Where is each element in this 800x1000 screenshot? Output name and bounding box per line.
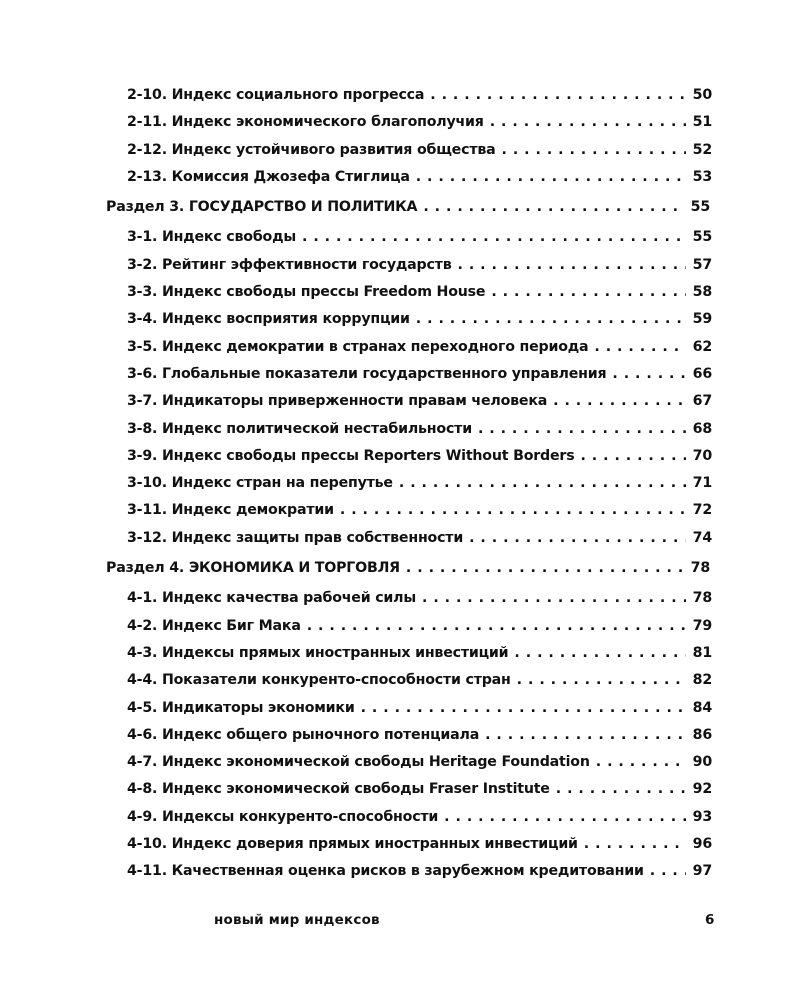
toc-entry-title: 4-7. Индекс экономической свободы Heritage Foundation — [127, 754, 596, 770]
toc-entry-page-number: 96 — [688, 831, 712, 858]
dot-leader — [127, 224, 686, 251]
toc-entry-title: 3-8. Индекс политической нестабильности — [127, 421, 478, 437]
toc-entry-title: 3-7. Индикаторы приверженности правам человека — [127, 393, 553, 409]
toc-entry-page-number: 55 — [686, 194, 710, 221]
dot-leader — [127, 82, 686, 109]
toc-entry — [127, 776, 712, 803]
toc-entry — [127, 831, 712, 858]
page-number: 6 — [705, 912, 715, 928]
toc-entry-title: 2-11. Индекс экономического благополучия — [127, 114, 490, 130]
dot-leader — [127, 443, 686, 470]
toc-entry-title: 4-5. Индикаторы экономики — [127, 700, 361, 716]
dot-leader — [127, 109, 686, 136]
toc-entry — [127, 279, 712, 306]
toc-entry-page-number: 81 — [688, 640, 712, 667]
dot-leader — [127, 585, 686, 612]
dot-leader — [127, 804, 686, 831]
toc-entry — [127, 109, 712, 136]
toc-entry — [127, 82, 712, 109]
toc-entry-page-number: 68 — [688, 416, 712, 443]
toc-entry — [127, 858, 712, 885]
toc-entry — [127, 224, 712, 251]
toc-entry — [127, 470, 712, 497]
toc-entry-page-number: 90 — [688, 749, 712, 776]
toc-entry-page-number: 72 — [688, 497, 712, 524]
toc-entry — [127, 388, 712, 415]
toc-entry-page-number: 67 — [688, 388, 712, 415]
toc-entry — [127, 137, 712, 164]
dot-leader — [127, 252, 686, 279]
toc-entry-page-number: 51 — [688, 109, 712, 136]
toc-entry-page-number: 71 — [688, 470, 712, 497]
toc-entry-title: 2-12. Индекс устойчивого развития общества — [127, 142, 502, 158]
toc-entry-page-number: 78 — [686, 555, 710, 582]
toc-entry — [127, 722, 712, 749]
toc-entry-page-number: 62 — [688, 334, 712, 361]
dot-leader — [127, 470, 686, 497]
toc-entry-title: 3-2. Рейтинг эффективности государств — [127, 257, 457, 273]
dot-leader — [127, 776, 686, 803]
toc-entry-page-number: 84 — [688, 695, 712, 722]
toc-entry-title: 3-5. Индекс демократии в странах переходного периода — [127, 339, 594, 355]
toc-entry-title: 3-11. Индекс демократии — [127, 502, 340, 518]
toc-entry-page-number: 79 — [688, 613, 712, 640]
toc-entry — [127, 334, 712, 361]
dot-leader — [127, 137, 686, 164]
toc-entry-title: 3-9. Индекс свободы прессы Reporters Without Borders — [127, 448, 580, 464]
toc-entry-page-number: 97 — [688, 858, 712, 885]
toc-entry-title: 4-9. Индексы конкуренто-способности — [127, 809, 444, 825]
dot-leader — [127, 388, 686, 415]
toc-entry — [127, 749, 712, 776]
toc-entry-title: 4-1. Индекс качества рабочей силы — [127, 590, 422, 606]
toc-entry-page-number: 78 — [688, 585, 712, 612]
dot-leader — [127, 667, 686, 694]
toc-entry-title: 3-1. Индекс свободы — [127, 229, 302, 245]
toc-entry-title: 3-3. Индекс свободы прессы Freedom House — [127, 284, 491, 300]
dot-leader — [127, 640, 686, 667]
toc-entry-title: 2-10. Индекс социального прогресса — [127, 87, 430, 103]
toc-entry — [127, 804, 712, 831]
toc-entry-title: 2-13. Комиссия Джозефа Стиглица — [127, 169, 416, 185]
toc-entry-page-number: 52 — [688, 137, 712, 164]
toc-entry-page-number: 66 — [688, 361, 712, 388]
dot-leader — [127, 749, 686, 776]
toc-entry-page-number: 55 — [688, 224, 712, 251]
running-title: новый мир индексов — [214, 912, 380, 928]
toc-section-heading — [106, 194, 710, 221]
toc-entry-page-number: 59 — [688, 306, 712, 333]
toc-entry-page-number: 50 — [688, 82, 712, 109]
toc-entry — [127, 306, 712, 333]
toc-entry — [127, 443, 712, 470]
dot-leader — [106, 555, 684, 582]
toc-entry-title: 4-11. Качественная оценка рисков в зарубежном кредитовании — [127, 863, 650, 879]
toc-entry-page-number: 70 — [688, 443, 712, 470]
dot-leader — [127, 525, 686, 552]
toc-entry — [127, 667, 712, 694]
dot-leader — [127, 334, 686, 361]
toc-section-heading — [106, 555, 710, 582]
toc-entry — [127, 252, 712, 279]
toc-entry-title: 4-2. Индекс Биг Мака — [127, 618, 307, 634]
toc-entry — [127, 613, 712, 640]
toc-entry-page-number: 82 — [688, 667, 712, 694]
toc-entry — [127, 416, 712, 443]
dot-leader — [127, 361, 686, 388]
toc-entry — [127, 164, 712, 191]
toc-entry-title: 4-3. Индексы прямых иностранных инвестиций — [127, 645, 514, 661]
toc-entry-title: 4-4. Показатели конкуренто-способности стран — [127, 672, 517, 688]
toc-entry-title: 3-12. Индекс защиты прав собственности — [127, 530, 469, 546]
toc-entry — [127, 640, 712, 667]
dot-leader — [127, 831, 686, 858]
dot-leader — [127, 497, 686, 524]
toc-entry-page-number: 86 — [688, 722, 712, 749]
toc-entry-title: 3-4. Индекс восприятия коррупции — [127, 311, 416, 327]
toc-entry-page-number: 93 — [688, 804, 712, 831]
toc-entry-page-number: 92 — [688, 776, 712, 803]
toc-entry — [127, 585, 712, 612]
toc-entry-page-number: 58 — [688, 279, 712, 306]
toc-entry — [127, 497, 712, 524]
dot-leader — [127, 164, 686, 191]
toc-entry-page-number: 74 — [688, 525, 712, 552]
dot-leader — [127, 306, 686, 333]
dot-leader — [127, 722, 686, 749]
dot-leader — [127, 279, 686, 306]
toc-entry — [127, 695, 712, 722]
table-of-contents — [0, 82, 800, 886]
toc-entry-page-number: 57 — [688, 252, 712, 279]
toc-entry-title: 4-8. Индекс экономической свободы Fraser Institute — [127, 781, 556, 797]
dot-leader — [127, 858, 686, 885]
toc-entry-title: 4-6. Индекс общего рыночного потенциала — [127, 727, 485, 743]
page-footer — [0, 908, 800, 932]
dot-leader — [127, 613, 686, 640]
toc-entry-title: 4-10. Индекс доверия прямых иностранных инвестиций — [127, 836, 584, 852]
toc-entry-title: Раздел 4. ЭКОНОМИКА И ТОРГОВЛЯ — [106, 560, 406, 576]
toc-entry — [127, 361, 712, 388]
dot-leader — [106, 194, 684, 221]
toc-entry-title: 3-6. Глобальные показатели государственного управления — [127, 366, 612, 382]
dot-leader — [127, 695, 686, 722]
dot-leader — [127, 416, 686, 443]
toc-entry-page-number: 53 — [688, 164, 712, 191]
toc-entry-title: 3-10. Индекс стран на перепутье — [127, 475, 399, 491]
toc-entry-title: Раздел 3. ГОСУДАРСТВО И ПОЛИТИКА — [106, 199, 423, 215]
toc-entry — [127, 525, 712, 552]
